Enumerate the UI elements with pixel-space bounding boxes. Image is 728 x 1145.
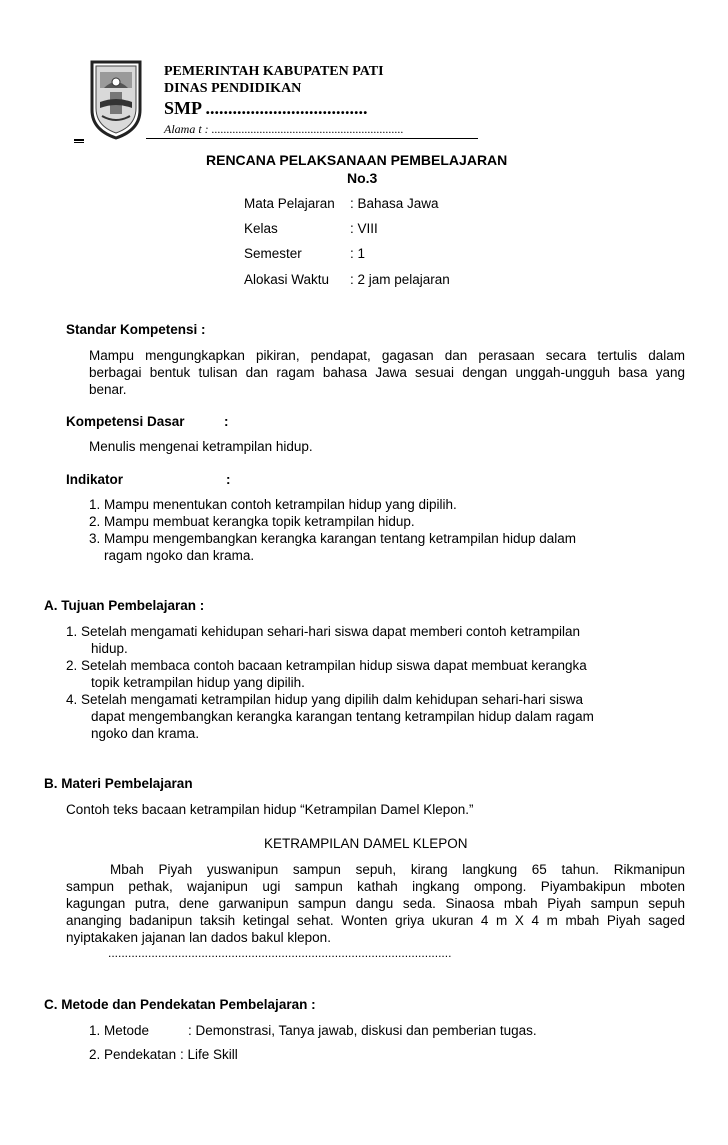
letterhead-agency: DINAS PENDIDIKAN xyxy=(164,81,302,96)
letterhead-government: PEMERINTAH KABUPATEN PATI xyxy=(164,64,384,79)
story-line-2: sampun pethak, wajanipun ugi sampun kathah ingkang ompong. Piyambakipun mboten xyxy=(66,879,685,894)
kd-colon: : xyxy=(224,414,229,429)
indikator-item-3-cont: ragam ngoko dan krama. xyxy=(104,548,255,563)
story-ellipsis: ....................................................................................................... xyxy=(108,946,452,960)
pendekatan-value: : Life Skill xyxy=(180,1047,238,1062)
letterhead-rule xyxy=(146,138,478,139)
tujuan-item-4-cont-2: ngoko dan krama. xyxy=(91,726,200,741)
indikator-colon: : xyxy=(226,472,231,487)
sk-line-2: berbagai bentuk tulisan dan ragam bahasa Jawa sesuai dengan unggah-ungguh basa yang xyxy=(89,365,685,380)
document-number: No.3 xyxy=(347,170,378,186)
story-line-3: kagungan putra, dene garwanipun sampun dangu seda. Sinaosa mbah Piyah sampun sepuh xyxy=(66,896,685,911)
indikator-item-1: 1. Mampu menentukan contoh ketrampilan hidup yang dipilih. xyxy=(89,497,457,512)
tujuan-item-1-cont: hidup. xyxy=(91,641,128,656)
metode-value: : Demonstrasi, Tanya jawab, diskusi dan pemberian tugas. xyxy=(188,1023,537,1038)
tujuan-item-2: 2. Setelah membaca contoh bacaan ketrampilan hidup siswa dapat membuat kerangka xyxy=(66,658,587,673)
info-label-semester: Semester xyxy=(244,246,302,261)
story-title: KETRAMPILAN DAMEL KLEPON xyxy=(264,836,468,851)
info-value-semester: : 1 xyxy=(350,246,366,261)
materi-heading: B. Materi Pembelajaran xyxy=(44,776,193,791)
info-value-subject: : Bahasa Jawa xyxy=(350,196,439,211)
tujuan-item-1: 1. Setelah mengamati kehidupan sehari-hari siswa dapat memberi contoh ketrampilan xyxy=(66,624,581,639)
info-value-time: : 2 jam pelajaran xyxy=(350,272,450,287)
tujuan-item-2-cont: topik ketrampilan hidup yang dipilih. xyxy=(91,675,305,690)
kd-text: Menulis mengenai ketrampilan hidup. xyxy=(89,439,313,454)
letterhead-rule-left-thick xyxy=(74,139,84,141)
tujuan-item-4-cont: dapat mengembangkan kerangka karangan tentang ketrampilan hidup dalam ragam xyxy=(91,709,594,724)
story-line-1: Mbah Piyah yuswanipun sampun sepuh, kirang langkung 65 tahun. Rikmanipun xyxy=(110,862,685,877)
pendekatan-label: 2. Pendekatan xyxy=(89,1047,177,1062)
story-line-4: ananging badanipun taksih ketingal sehat. Wonten griya ukuran 4 m X 4 m mbah Piyah saged xyxy=(66,913,685,928)
letterhead-rule-left-thin xyxy=(74,142,84,143)
sk-line-1: Mampu mengungkapkan pikiran, pendapat, gagasan dan perasaan secara tertulis dalam xyxy=(89,348,685,363)
materi-intro: Contoh teks bacaan ketrampilan hidup “Ketrampilan Damel Klepon.” xyxy=(66,802,474,817)
info-value-class: : VIII xyxy=(350,221,378,236)
letterhead-address: Alama t : ................................................................ xyxy=(164,122,404,136)
kd-heading: Kompetensi Dasar xyxy=(66,414,185,429)
letterhead-school: SMP .................................... xyxy=(164,98,368,118)
indikator-item-3: 3. Mampu mengembangkan kerangka karangan tentang ketrampilan hidup dalam xyxy=(89,531,577,546)
document-title: RENCANA PELAKSANAAN PEMBELAJARAN xyxy=(206,152,508,168)
info-label-subject: Mata Pelajaran xyxy=(244,196,335,211)
indikator-heading: Indikator xyxy=(66,472,124,487)
tujuan-heading: A. Tujuan Pembelajaran : xyxy=(44,598,205,613)
metode-heading: C. Metode dan Pendekatan Pembelajaran : xyxy=(44,997,316,1012)
sk-line-3: benar. xyxy=(89,382,127,397)
story-line-5: nyiptakaken jajanan lan dados bakul klepon. xyxy=(66,930,331,945)
info-label-class: Kelas xyxy=(244,221,278,236)
sk-heading: Standar Kompetensi : xyxy=(66,322,206,337)
tujuan-item-4: 4. Setelah mengamati ketrampilan hidup yang dipilih dalm kehidupan sehari-hari siswa xyxy=(66,692,584,707)
metode-label: 1. Metode xyxy=(89,1023,150,1038)
indikator-item-2: 2. Mampu membuat kerangka topik ketrampilan hidup. xyxy=(89,514,415,529)
info-label-time: Alokasi Waktu xyxy=(244,272,330,287)
regency-seal-logo xyxy=(86,58,146,140)
